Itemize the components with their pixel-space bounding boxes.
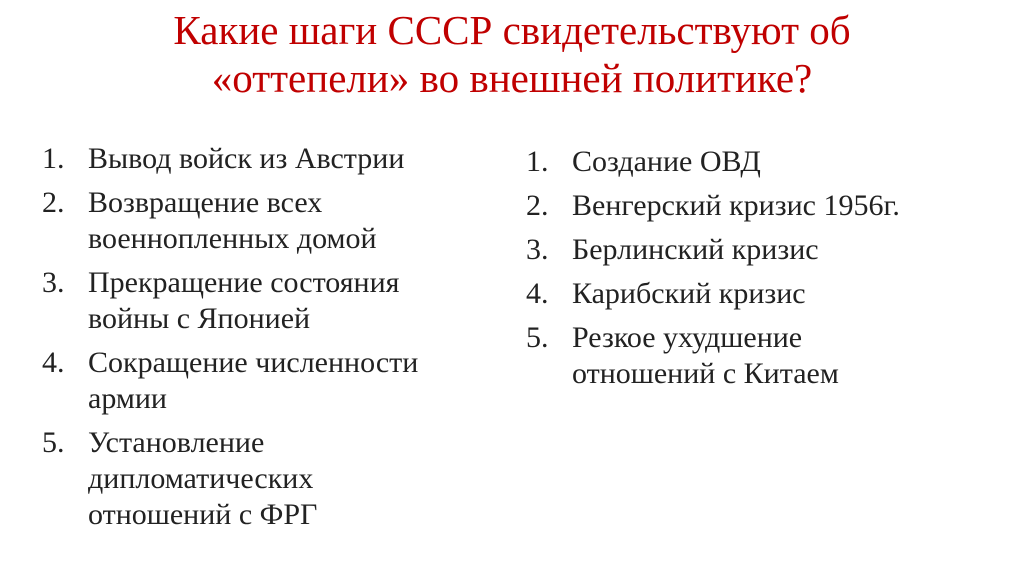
list-item-number: 3. bbox=[42, 266, 65, 299]
list-item-text: Берлинский кризис bbox=[572, 233, 819, 266]
list-item bbox=[42, 345, 482, 417]
list-item bbox=[526, 320, 1006, 392]
list-item-number: 1. bbox=[42, 142, 65, 175]
list-item-number: 1. bbox=[526, 145, 549, 178]
list-item bbox=[42, 185, 482, 257]
slide-title-line-2: «оттепели» во внешней политике? bbox=[211, 55, 813, 101]
slide-title bbox=[0, 6, 1024, 102]
list-item bbox=[526, 144, 1006, 180]
list-item-text: Вывод войск из Австрии bbox=[88, 142, 405, 175]
list-item bbox=[42, 265, 482, 337]
list-item-number: 4. bbox=[526, 277, 549, 310]
list-item-text: Создание ОВД bbox=[572, 145, 761, 178]
left-numbered-list bbox=[42, 141, 482, 541]
list-item bbox=[526, 188, 1006, 224]
list-item-number: 4. bbox=[42, 346, 65, 379]
list-item-number: 3. bbox=[526, 233, 549, 266]
list-item-text: Установление дипломатических отношений с ФРГ bbox=[88, 426, 318, 531]
list-item-text: Резкое ухудшение отношений с Китаем bbox=[572, 321, 839, 390]
list-item-number: 5. bbox=[42, 426, 65, 459]
list-item bbox=[526, 276, 1006, 312]
list-item-text: Прекращение состояния войны с Японией bbox=[88, 266, 400, 335]
list-item-text: Возвращение всех военнопленных домой bbox=[88, 186, 377, 255]
list-item bbox=[526, 232, 1006, 268]
list-item-text: Венгерский кризис 1956г. bbox=[572, 189, 900, 222]
list-item-text: Карибский кризис bbox=[572, 277, 806, 310]
list-item bbox=[42, 425, 482, 533]
right-numbered-list bbox=[526, 144, 1006, 400]
list-item-number: 2. bbox=[526, 189, 549, 222]
list-item bbox=[42, 141, 482, 177]
list-item-number: 2. bbox=[42, 186, 65, 219]
list-item-number: 5. bbox=[526, 321, 549, 354]
list-item-text: Сокращение численности армии bbox=[88, 346, 419, 415]
slide-title-line-1: Какие шаги СССР свидетельствуют об bbox=[173, 7, 851, 53]
